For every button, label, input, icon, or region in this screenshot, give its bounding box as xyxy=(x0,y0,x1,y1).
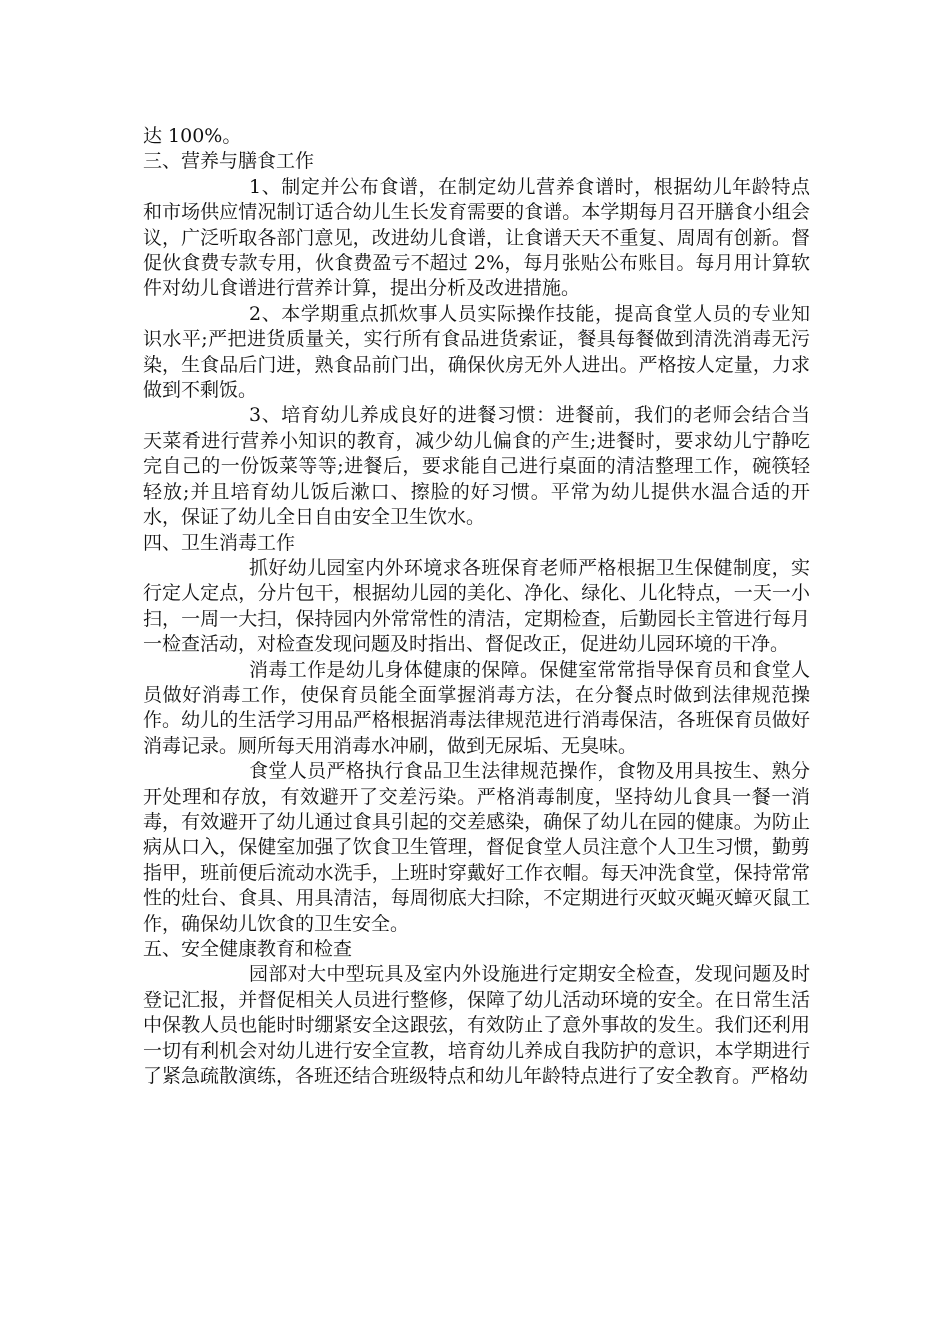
paragraph-canteen-hygiene: 食堂人员严格执行食品卫生法律规范操作，食物及用具按生、熟分开处理和存放，有效避开了交差污染。严格消毒制度，坚持幼儿食具一餐一消毒，有效避开了幼儿通过食具引起的交差感染，确保了幼儿在园的健康。为防止病从口入，保健室加强了饮食卫生管理，督促食堂人员注意个人卫生习惯，勤剪指甲，班前便后流动水洗手，上班时穿戴好工作衣帽。每天冲洗食堂，保持常常性的灶台、食具、用具清洁，每周彻底大扫除，不定期进行灭蚊灭蝇灭蟑灭鼠工作，确保幼儿饮食的卫生安全。 xyxy=(143,760,810,935)
paragraph-recipe: 1、制定并公布食谱，在制定幼儿营养食谱时，根据幼儿年龄特点和市场供应情况制订适合幼儿生长发育需要的食谱。本学期每月召开膳食小组会议，广泛听取各部门意见，改进幼儿食谱，让食谱天天不重复、周周有创新。督促伙食费专款专用，伙食费盈亏不超过 2%，每月张贴公布账目。每月用计算软件对幼儿食谱进行营养计算，提出分析及改进措施。 xyxy=(143,175,810,300)
section-heading-nutrition: 三、营养与膳食工作 xyxy=(143,150,315,173)
paragraph-kitchen-staff: 2、本学期重点抓炊事人员实际操作技能，提高食堂人员的专业知识水平;严把进货质量关，实行所有食品进货索证，餐具每餐做到清洗消毒无污染，生食品后门进，熟食品前门出，确保伙房无外人进出。严格按人定量，力求做到不剩饭。 xyxy=(143,302,810,402)
paragraph-eating-habits: 3、培育幼儿养成良好的进餐习惯：进餐前，我们的老师会结合当天菜肴进行营养小知识的教育，减少幼儿偏食的产生;进餐时，要求幼儿宁静吃完自己的一份饭菜等等;进餐后，要求能自己进行桌面的清洁整理工作，碗筷轻轻放;并且培育幼儿饭后漱口、擦脸的好习惯。平常为幼儿提供水温合适的开水，保证了幼儿全日自由安全卫生饮水。 xyxy=(143,404,810,529)
section-heading-hygiene: 四、卫生消毒工作 xyxy=(143,531,296,554)
paragraph-continuation: 达 100%。 xyxy=(143,125,242,147)
section-heading-safety: 五、安全健康教育和检查 xyxy=(143,938,353,960)
paragraph-environment: 抓好幼儿园室内外环境求各班保育老师严格根据卫生保健制度，实行定人定点，分片包干，根据幼儿园的美化、净化、绿化、儿化特点，一天一小扫，一周一大扫，保持园内外常常性的清洁，定期检查，后勤园长主管进行每月一检查活动，对检查发现问题及时指出、督促改正，促进幼儿园环境的干净。 xyxy=(143,556,810,656)
paragraph-safety-inspection: 园部对大中型玩具及室内外设施进行定期安全检查，发现问题及时登记汇报，并督促相关人员进行整修，保障了幼儿活动环境的安全。在日常生活中保教人员也能时时绷紧安全这跟弦，有效防止了意外事故的发生。我们还利用一切有利机会对幼儿进行安全宣教，培育幼儿养成自我防护的意识，本学期进行了紧急疏散演练，各班还结合班级特点和幼儿年龄特点进行了安全教育。严格幼 xyxy=(143,963,810,1088)
paragraph-disinfection: 消毒工作是幼儿身体健康的保障。保健室常常指导保育员和食堂人员做好消毒工作，使保育员能全面掌握消毒方法，在分餐点时做到法律规范操作。幼儿的生活学习用品严格根据消毒法律规范进行消毒保洁，各班保育员做好消毒记录。厕所每天用消毒水冲刷，做到无尿垢、无臭味。 xyxy=(143,658,810,757)
document-body xyxy=(143,124,810,1089)
